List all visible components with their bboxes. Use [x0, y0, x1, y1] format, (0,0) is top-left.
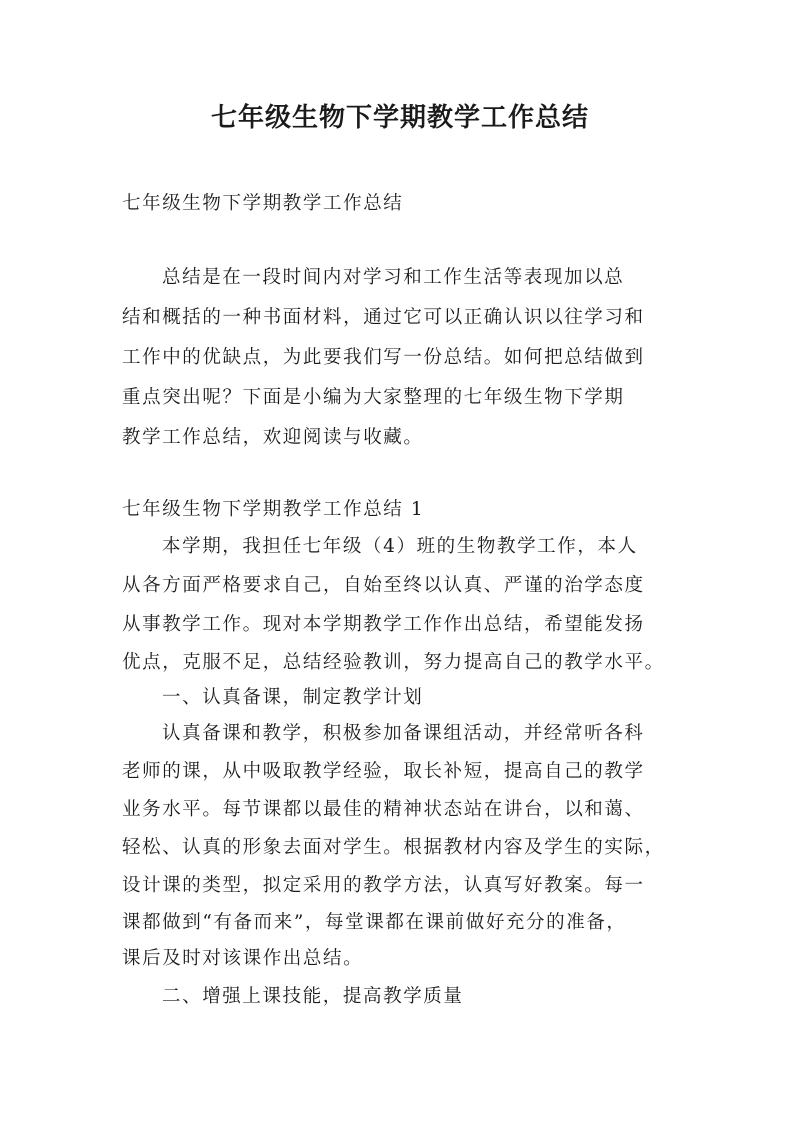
paragraph-line: 轻松、认真的形象去面对学生。根据教材内容及学生的实际，: [122, 837, 665, 858]
intro-line: 教学工作总结，欢迎阅读与收藏。: [122, 427, 424, 448]
document-subtitle: 七年级生物下学期教学工作总结: [122, 193, 404, 214]
paragraph-line: 认真备课和教学，积极参加备课组活动，并经常听各科: [162, 723, 645, 744]
intro-line: 结和概括的一种书面材料，通过它可以正确认识以往学习和: [122, 307, 645, 328]
paragraph-line: 优点，克服不足，总结经验教训，努力提高自己的教学水平。: [122, 652, 665, 673]
paragraph-line: 设计课的类型，拟定采用的教学方法，认真写好教案。每一: [122, 875, 645, 896]
paragraph-line: 课后及时对该课作出总结。: [122, 948, 364, 969]
intro-line: 重点突出呢？下面是小编为大家整理的七年级生物下学期: [122, 387, 625, 408]
paragraph-line: 从各方面严格要求自己，自始至终以认真、严谨的治学态度: [122, 575, 645, 596]
intro-line: 工作中的优缺点，为此要我们写一份总结。如何把总结做到: [122, 347, 645, 368]
heading-1: 一、认真备课，制定教学计划: [162, 687, 424, 708]
paragraph-line: 老师的课，从中吸取教学经验，取长补短，提高自己的教学: [122, 761, 645, 782]
paragraph-line: 本学期，我担任七年级（4）班的生物教学工作，本人: [162, 536, 638, 557]
intro-line: 总结是在一段时间内对学习和工作生活等表现加以总: [162, 267, 625, 288]
paragraph-line: 业务水平。每节课都以最佳的精神状态站在讲台，以和蔼、: [122, 799, 645, 820]
section-title: 七年级生物下学期教学工作总结 1: [122, 499, 425, 520]
paragraph-line: 课都做到“有备而来”，每堂课都在课前做好充分的准备，: [122, 912, 627, 933]
document-title: 七年级生物下学期教学工作总结: [210, 103, 589, 133]
heading-2: 二、增强上课技能，提高教学质量: [162, 986, 464, 1007]
paragraph-line: 从事教学工作。现对本学期教学工作作出总结，希望能发扬: [122, 614, 645, 635]
